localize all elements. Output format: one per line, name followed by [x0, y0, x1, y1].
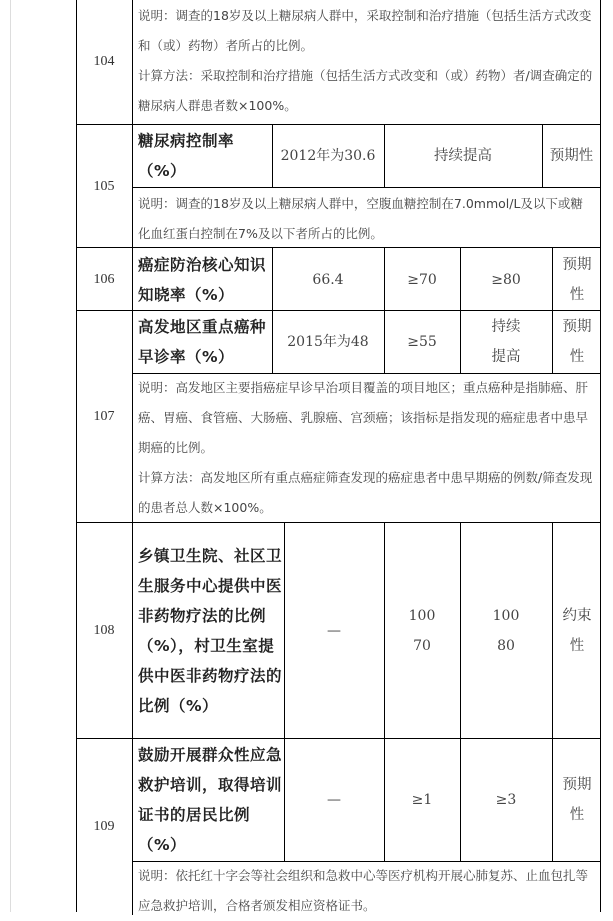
target-2022-village: 70	[413, 638, 431, 654]
baseline-value: —	[327, 623, 341, 639]
column-divider	[552, 523, 553, 739]
row-divider	[132, 187, 601, 188]
row-number: 108	[93, 623, 115, 638]
baseline-value: 66.4	[312, 271, 344, 288]
row-number: 105	[93, 178, 115, 194]
indicator-type: 预期性	[562, 256, 592, 303]
indicator-type: 约束性	[562, 608, 592, 654]
target-2022: ≥55	[407, 334, 437, 350]
table-row-106	[76, 247, 601, 311]
row-note: 说明：调查的18岁及以上糖尿病人群中，采取控制和治疗措施（包括生活方式改变和（或）药物）者所占的比例。	[138, 8, 592, 53]
row-note: 说明：调查的18岁及以上糖尿病人群中，空腹血糖控制在7.0mmol/L及以下或糖化血红蛋白控制在7%及以下者所占的比例。	[138, 196, 583, 241]
column-divider	[460, 311, 461, 373]
indicator-type: 预期性	[562, 319, 592, 365]
page-left-rule	[10, 0, 11, 912]
column-divider	[552, 311, 553, 373]
row-number: 107	[93, 409, 115, 424]
target-2022: ≥1	[411, 792, 433, 808]
target-2030-village: 80	[497, 638, 515, 654]
target-2022	[384, 523, 460, 739]
target-2022: ≥70	[407, 271, 437, 288]
row-note: 说明：依托红十字会等社会组织和急救中心等医疗机构开展心肺复苏、止血包扎等应急救护培训，合格者颁发相应资格证书。	[138, 868, 589, 913]
baseline-value: 2012年为30.6	[280, 148, 376, 164]
indicator-type: 预期性	[549, 148, 594, 164]
indicator-title: 鼓励开展群众性应急救护培训，取得培训证书的居民比例（%）	[138, 746, 283, 854]
row-number: 104	[93, 53, 115, 69]
baseline-value: 2015年为48	[287, 334, 369, 350]
row-number: 109	[93, 819, 115, 834]
row-note: 说明：高发地区主要指癌症早诊早治项目覆盖的项目地区；重点癌种是指肺癌、肝癌、胃癌、食管癌、大肠癌、乳腺癌、宫颈癌；该指标是指发现的癌症患者中患早期癌的比例。	[138, 380, 589, 455]
row-calc-method: 计算方法：高发地区所有重点癌症筛查发现的癌症患者中患早期癌的例数/筛查发现的患者总人数×100%。	[138, 470, 593, 515]
target-2030	[460, 523, 552, 739]
row-number: 106	[93, 271, 115, 287]
indicator-type: 预期性	[562, 777, 592, 823]
target-2030: ≥80	[491, 271, 521, 288]
column-divider	[552, 248, 553, 311]
indicator-title: 癌症防治核心知识知晓率（%）	[138, 255, 267, 304]
column-divider	[552, 739, 553, 861]
table-row-104	[76, 0, 601, 124]
table-row-105	[76, 124, 601, 248]
table-row-108	[76, 522, 601, 739]
table-row-109	[76, 738, 601, 915]
table-row-107	[76, 310, 601, 523]
target-2030: ≥3	[495, 792, 517, 808]
row-calc-method: 计算方法：采取控制和治疗措施（包括生活方式改变和（或）药物）者/调查确定的糖尿病人群患者数×100%。	[138, 68, 593, 113]
target-2022-township: 100	[408, 608, 436, 624]
column-divider	[132, 0, 133, 124]
baseline-value: —	[327, 792, 341, 808]
indicator-title: 乡镇卫生院、社区卫生服务中心提供中医非药物疗法的比例（%），村卫生室提供中医非药物疗法的比例（%）	[138, 547, 283, 715]
indicator-title: 糖尿病控制率（%）	[138, 132, 235, 180]
target-2030: 持续提高	[491, 319, 521, 365]
target-value: 持续提高	[434, 148, 492, 164]
indicator-title: 高发地区重点癌种早诊率（%）	[138, 318, 267, 366]
target-2030-township: 100	[492, 608, 520, 624]
